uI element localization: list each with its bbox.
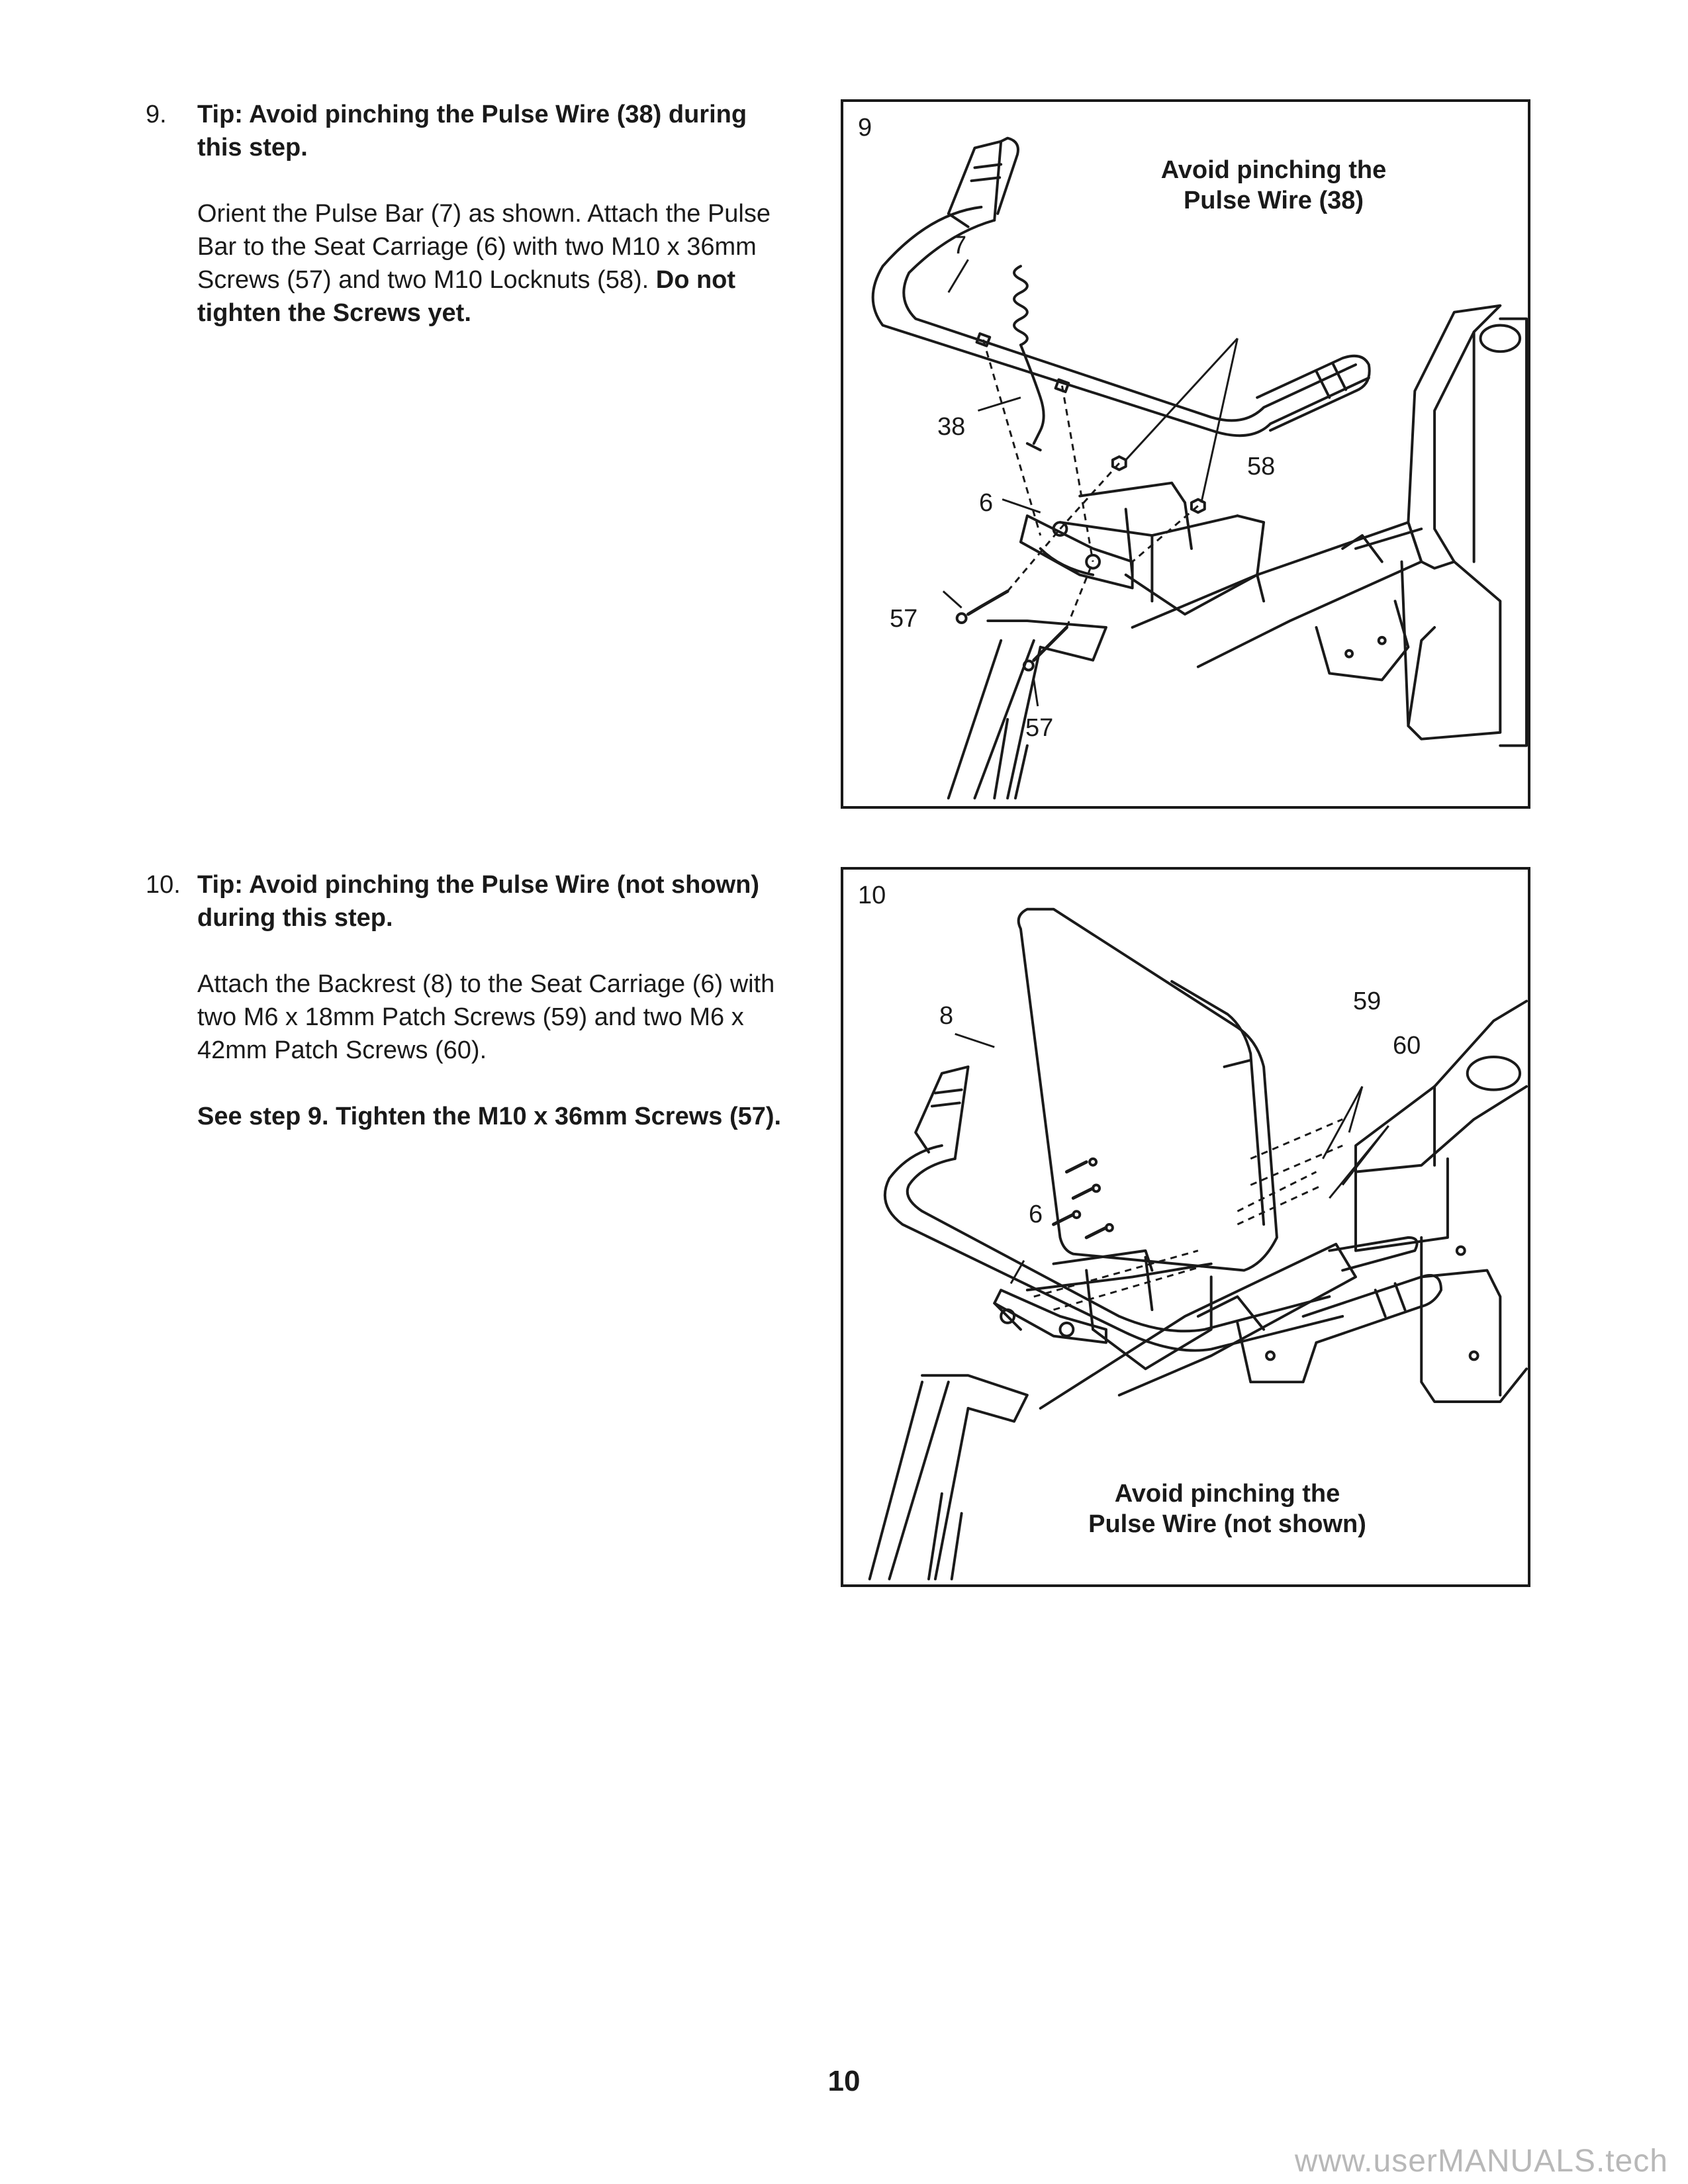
step-9 xyxy=(146,98,794,363)
step-instructions: Attach the Backrest (8) to the Seat Carriage (6) with two M6 x 18mm Patch Screws (59) and two M6 x 42mm Patch Screws (60). xyxy=(197,970,775,1064)
label-backrest: 8 xyxy=(939,1002,954,1030)
watermark: www.userMANUALS.tech xyxy=(1294,2144,1668,2179)
label-pulse-wire: 38 xyxy=(937,413,966,441)
figure-10 xyxy=(841,867,1530,1587)
step-10 xyxy=(146,868,794,1166)
figure-number: 9 xyxy=(858,114,872,142)
figure-callout: Avoid pinching the Pulse Wire (not shown) xyxy=(1088,1480,1366,1538)
figure-number: 10 xyxy=(858,882,886,909)
step-bold-note: See step 9. Tighten the M10 x 36mm Screws (57). xyxy=(197,1103,782,1130)
label-seat-carriage: 6 xyxy=(979,489,994,517)
label-screw: 57 xyxy=(1025,714,1054,742)
label-seat-carriage: 6 xyxy=(1029,1201,1043,1228)
step-instructions: Orient the Pulse Bar (7) as shown. Attach the Pulse Bar to the Seat Carriage (6) with two M10 x 36mm Screws (57) and two M10 Locknuts (58). xyxy=(197,200,771,294)
step-tip: Tip: Avoid pinching the Pulse Wire (not shown) during this step. xyxy=(197,871,760,932)
figure-9 xyxy=(841,99,1530,809)
label-locknuts: 58 xyxy=(1247,453,1276,480)
label-pulse-bar: 7 xyxy=(953,232,967,259)
step-number: 9. xyxy=(146,101,167,128)
label-patch-screws-18mm: 59 xyxy=(1353,987,1382,1015)
figure-callout: Avoid pinching the Pulse Wire (38) xyxy=(1160,156,1387,214)
step-bold-note: Do not tighten the Screws yet. xyxy=(197,266,736,327)
step-tip: Tip: Avoid pinching the Pulse Wire (38) during this step. xyxy=(197,101,747,161)
label-patch-screws-42mm: 60 xyxy=(1393,1032,1421,1060)
step-number: 10. xyxy=(146,871,181,899)
page-number: 10 xyxy=(827,2065,861,2097)
figure-10-illustration xyxy=(843,870,1528,1584)
label-screw: 57 xyxy=(890,605,918,633)
